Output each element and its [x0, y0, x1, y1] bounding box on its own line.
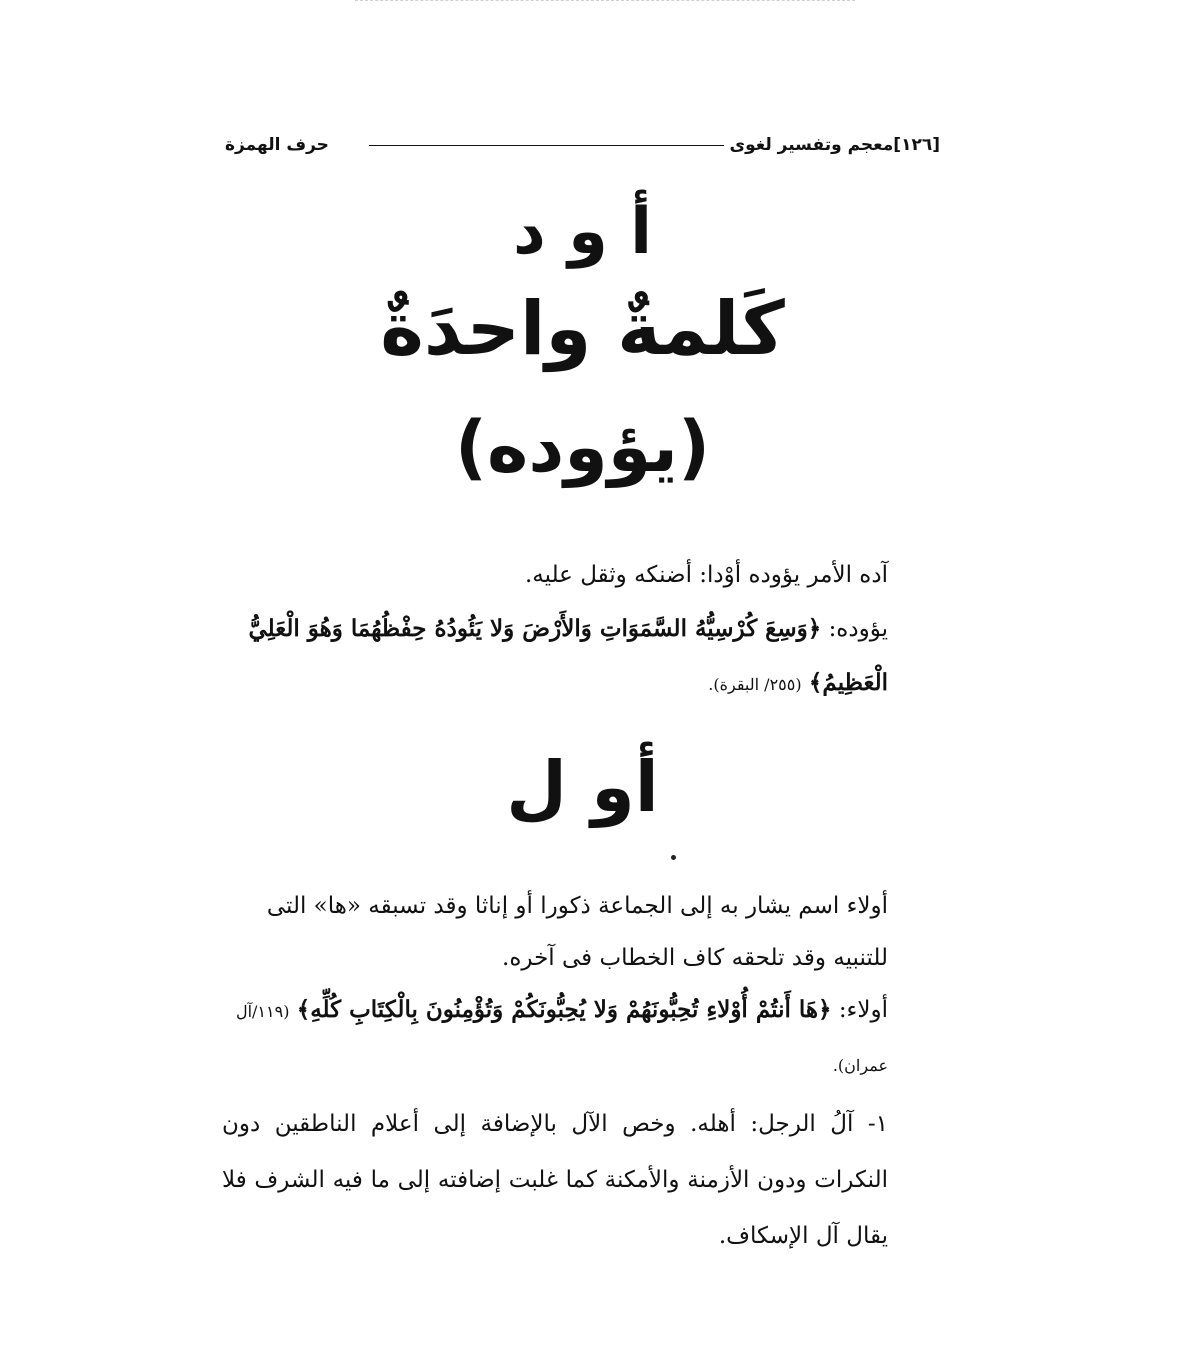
entry-root-heading: أ و د — [512, 195, 653, 269]
entry2-sense-1 — [222, 1096, 940, 1264]
header-rule — [369, 145, 724, 146]
sense-text: ١- آلُ الرجل: أهله. وخص الآل بالإضافة إلى أعلام الناطقين دون النكرات ودون الأزمنة والأمكنة كما غلبت إضافته إلى ما فيه الشرف فلا يقال آل الإسكاف. — [222, 1111, 888, 1249]
word-count-heading: كَلمةٌ واحدَةٌ — [380, 286, 785, 372]
entry2-root-heading: أو ل — [506, 746, 659, 828]
section-title: حرف الهمزة — [225, 135, 329, 155]
quran-quote: ﴿وَسِعَ كُرْسِيُّهُ السَّمَوَاتِ وَالأَرْضَ وَلا يَئُودُهُ حِفْظُهُمَا وَهُوَ الْعَلِيُّ الْعَظِيمُ﴾ — [248, 615, 888, 696]
book-title: معجم وتفسير لغوى — [729, 135, 894, 155]
example-word: يؤوده: — [828, 616, 888, 642]
page-number: [١٢٦] — [893, 135, 940, 155]
example-word: أولاء: — [838, 997, 888, 1023]
quran-quote: ﴿هَا أَنتُمْ أُوْلاءِ تُحِبُّونَهُمْ وَلا يُحِبُّونَكُمْ وَتُؤْمِنُونَ بِالْكِتَابِ كُلِّهِ﴾ — [296, 996, 832, 1023]
quran-reference: (١١٩/آل عمران). — [235, 1002, 888, 1075]
entry2-example — [222, 984, 940, 1092]
entry2-definition: أولاء اسم يشار به إلى الجماعة ذكورا أو إناثا وقد تسبقه «ها» التى للتنبيه وقد تلحقه كاف الخطاب فى آخره. — [266, 893, 888, 971]
speck-mark — [671, 855, 676, 860]
entry2-body — [222, 880, 940, 1092]
running-header — [225, 130, 940, 160]
scan-edge-mark — [355, 0, 855, 4]
entry-word-heading: (يؤوده) — [455, 406, 710, 488]
quran-reference: (٢٥٥/ البقرة). — [708, 675, 802, 694]
entry1-body — [222, 548, 940, 712]
entry1-definition: آده الأمر يؤوده أوْدا: أضنكه وثقل عليه. — [524, 562, 888, 588]
entry1-example — [222, 602, 940, 712]
